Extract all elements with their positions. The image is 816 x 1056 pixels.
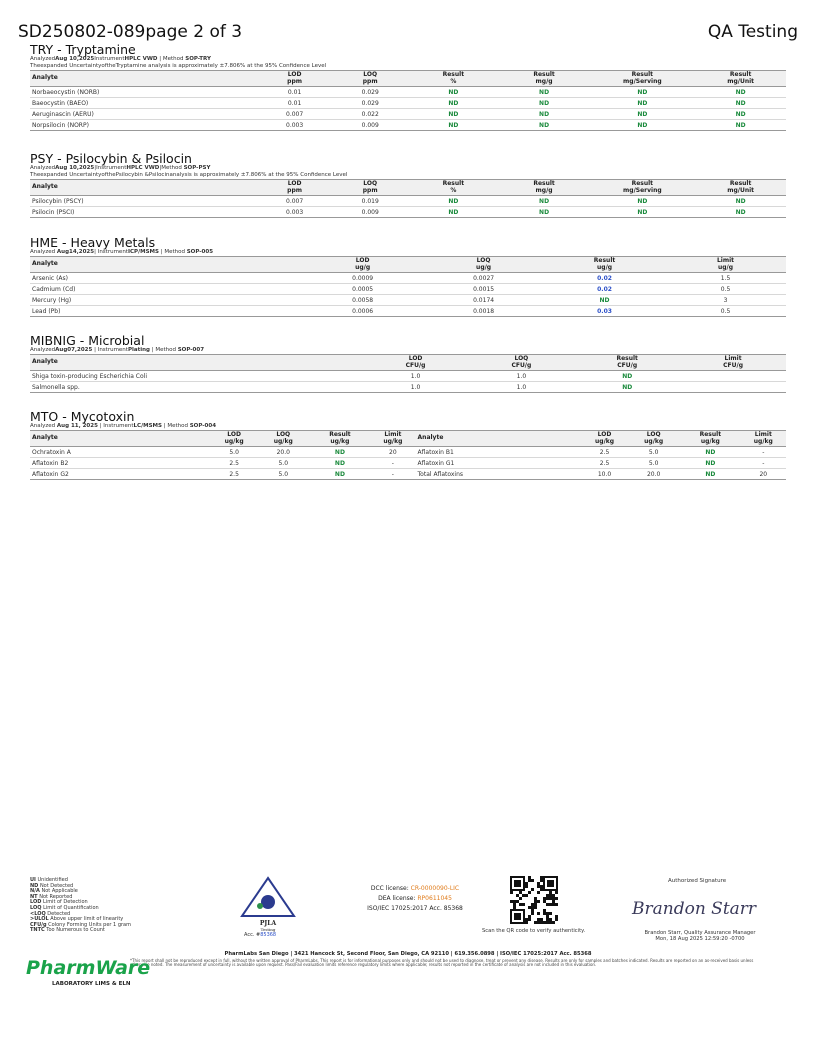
mycotoxin-table — [30, 430, 786, 480]
table-cell: 5.0 — [257, 458, 310, 469]
table-cell: ND — [310, 447, 370, 458]
table-cell: Psilocybin (PSCY) — [30, 196, 257, 207]
lab-name: QA Testing — [707, 22, 798, 42]
table-cell: ND — [589, 87, 695, 98]
table-cell: 3 — [665, 295, 786, 306]
table-cell: 5.0 — [257, 469, 310, 480]
column-header: LOD ug/kg — [224, 431, 244, 445]
table-header-row — [30, 431, 786, 447]
table-cell: 0.019 — [332, 196, 408, 207]
qr-caption: Scan the QR code to verify authenticity. — [482, 928, 586, 934]
table-cell: Mercury (Hg) — [30, 295, 302, 306]
table-row — [30, 447, 786, 458]
table-cell: ND — [499, 207, 590, 218]
table-cell: 20.0 — [257, 447, 310, 458]
legend-item: CFU/g Colony Forming Units per 1 gram — [30, 921, 131, 928]
table-cell: ND — [574, 371, 680, 382]
table-cell: ND — [589, 207, 695, 218]
table-cell: ND — [680, 469, 740, 480]
qr-code[interactable] — [510, 876, 558, 924]
column-header: Analyte — [32, 434, 58, 442]
logo-word: PharmWare — [26, 957, 151, 979]
table-cell: Arsenic (As) — [30, 273, 302, 284]
table-cell: ND — [544, 295, 665, 306]
column-header: Analyte — [32, 260, 58, 268]
table-cell: 2.5 — [582, 458, 627, 469]
table-cell: ND — [408, 87, 499, 98]
table-cell: 0.003 — [257, 207, 333, 218]
column-header: LOD ug/g — [355, 257, 371, 271]
legend-item: TNTC Too Numerous to Count — [30, 927, 105, 934]
table-cell: ND — [499, 98, 590, 109]
column-header: Limit CFU/g — [723, 355, 743, 369]
heavy-metals-section — [30, 236, 786, 317]
column-header: Result ug/kg — [699, 431, 722, 445]
table-cell: Aflatoxin B2 — [30, 458, 211, 469]
column-header: Result CFU/g — [616, 355, 638, 369]
lab-address: PharmLabs San Diego | 3421 Hancock St, Second Floor, San Diego, CA 92110 | 619.356.0898 | ISO/IEC 17025:2017 Acc. 85368 — [224, 951, 592, 957]
microbial-table — [30, 354, 786, 393]
table-cell: 0.007 — [257, 196, 333, 207]
table-cell: ND — [574, 382, 680, 393]
table-row — [30, 306, 786, 317]
logo-sub: LABORATORY LIMS & ELN — [52, 981, 131, 987]
column-header: Result mg/Serving — [623, 71, 662, 85]
table-cell: 0.0018 — [423, 306, 544, 317]
tryptamine-meta: AnalyzedAug 10,2025InstrumentHPLC VWD | Method SOP-TRY — [30, 56, 211, 62]
heavy-metals-table — [30, 256, 786, 317]
mycotoxin-title: MTO - Mycotoxin — [30, 409, 135, 424]
dcc-license: DCC license: CR-0000090-LIC — [370, 885, 460, 892]
column-header: Analyte — [32, 74, 58, 82]
table-cell: 1.0 — [468, 371, 574, 382]
table-cell: Aflatoxin G2 — [30, 469, 211, 480]
mycotoxin-meta: Analyzed Aug 11, 2025 | InstrumentLC/MSMS | Method SOP-004 — [30, 423, 217, 429]
table-cell: ND — [499, 87, 590, 98]
table-cell: ND — [310, 458, 370, 469]
table-cell: ND — [408, 120, 499, 131]
table-cell: 1.5 — [665, 273, 786, 284]
table-cell: Psilocin (PSCI) — [30, 207, 257, 218]
pjla-text: PJLA — [259, 920, 277, 927]
table-cell: ND — [680, 458, 740, 469]
legend-item: LOQ Limit of Quantification — [30, 904, 99, 911]
column-header: Result ug/kg — [329, 431, 351, 445]
table-cell: Shiga toxin-producing Escherichia Coli — [30, 371, 363, 382]
table-cell: 5.0 — [211, 447, 256, 458]
psilocybin-uncertainty: Theexpanded UncertaintyofthePsilocybin &Psilocinanalysis is approximately ±7.806% at the 95% Confidence Level — [30, 172, 348, 178]
table-cell: 20.0 — [627, 469, 680, 480]
table-cell: ND — [680, 447, 740, 458]
table-cell: 0.003 — [257, 120, 333, 131]
table-cell: ND — [499, 120, 590, 131]
signer-block — [630, 930, 770, 942]
table-cell: ND — [589, 109, 695, 120]
column-header: Limit ug/g — [716, 257, 735, 271]
microbial-title: MIBNIG - Microbial — [30, 333, 145, 348]
table-row — [30, 458, 786, 469]
table-cell: 0.0015 — [423, 284, 544, 295]
table-cell: Aeruginascin (AERU) — [30, 109, 257, 120]
table-cell — [680, 371, 786, 382]
table-cell: - — [741, 447, 786, 458]
heavy-metals-title: HME - Heavy Metals — [30, 235, 156, 250]
table-cell: 0.0006 — [302, 306, 423, 317]
column-header: Analyte — [32, 358, 58, 366]
table-cell: ND — [695, 109, 786, 120]
document-id: SD250802-089page 2 of 3 — [18, 22, 243, 42]
table-cell: 5.0 — [627, 447, 680, 458]
column-header: LOD CFU/g — [405, 355, 426, 369]
table-cell: Lead (Pb) — [30, 306, 302, 317]
column-header: LOQ ug/kg — [273, 431, 293, 445]
svg-text:Brandon Starr: Brandon Starr — [632, 899, 757, 919]
license-block — [360, 884, 470, 914]
tryptamine-title: TRY - Tryptamine — [30, 42, 136, 57]
table-cell: ND — [499, 196, 590, 207]
table-cell: 0.009 — [332, 120, 408, 131]
abbreviation-legend — [30, 878, 131, 934]
table-row — [30, 87, 786, 98]
table-cell: 0.029 — [332, 98, 408, 109]
table-row — [30, 469, 786, 480]
legend-item: <LOQ Detected — [30, 910, 71, 917]
microbial-section — [30, 334, 786, 393]
table-cell: 10.0 — [582, 469, 627, 480]
table-cell: ND — [499, 109, 590, 120]
table-row — [30, 207, 786, 218]
table-cell: 5.0 — [627, 458, 680, 469]
table-header-row — [30, 180, 786, 196]
legend-item: >ULOL Above upper limit of linearity — [30, 916, 124, 923]
column-header: LOQ ppm — [362, 71, 378, 85]
column-header: Result ug/g — [593, 257, 616, 271]
column-header: LOQ CFU/g — [511, 355, 532, 369]
column-header: Analyte — [417, 434, 444, 442]
psilocybin-section — [30, 152, 786, 218]
psilocybin-title: PSY - Psilocybin & Psilocin — [30, 151, 192, 166]
column-header: LOD ug/kg — [595, 431, 615, 445]
column-header: LOQ ug/kg — [644, 431, 664, 445]
table-cell: 0.0174 — [423, 295, 544, 306]
table-cell: ND — [695, 196, 786, 207]
table-cell: ND — [408, 196, 499, 207]
table-cell: 0.5 — [665, 306, 786, 317]
table-header-row — [30, 257, 786, 273]
table-cell: 0.0009 — [302, 273, 423, 284]
tryptamine-table — [30, 70, 786, 131]
table-cell: 0.02 — [544, 284, 665, 295]
table-cell: 2.5 — [211, 458, 256, 469]
table-cell: 20 — [741, 469, 786, 480]
mycotoxin-section — [30, 410, 786, 480]
pharmware-logo — [24, 952, 151, 990]
page-header — [18, 22, 798, 44]
table-cell: 1.0 — [363, 371, 469, 382]
table-cell: 0.007 — [257, 109, 333, 120]
psilocybin-table — [30, 179, 786, 218]
table-cell: 0.03 — [544, 306, 665, 317]
heavy-metals-meta: Analyzed Aug14,2025| InstrumentICP/MSMS | Method SOP-005 — [30, 249, 214, 255]
legend-item: NT Not Reported — [30, 893, 73, 900]
column-header: Result % — [442, 71, 465, 85]
table-cell: ND — [695, 98, 786, 109]
table-cell: ND — [408, 207, 499, 218]
table-cell: 1.0 — [363, 382, 469, 393]
table-cell: ND — [695, 207, 786, 218]
table-cell: Baeocystin (BAEO) — [30, 98, 257, 109]
page-footer — [0, 870, 816, 1056]
column-header: LOQ ug/g — [476, 257, 492, 271]
table-cell: ND — [589, 98, 695, 109]
table-cell: 0.01 — [257, 98, 333, 109]
microbial-meta: AnalyzedAug07,2025 | InstrumentPlating | Method SOP-007 — [30, 347, 205, 353]
iso-accreditation: ISO/IEC 17025:2017 Acc. 85368 — [367, 905, 463, 912]
column-header: Limit ug/kg — [383, 431, 403, 445]
table-cell: Total Aflatoxins — [416, 469, 582, 480]
table-cell: ND — [310, 469, 370, 480]
table-cell: 0.0027 — [423, 273, 544, 284]
table-row — [30, 196, 786, 207]
pjla-accreditation-logo — [238, 876, 298, 932]
table-cell: Cadmium (Cd) — [30, 284, 302, 295]
psilocybin-meta: AnalyzedAug 10,2025|InstrumentHPLC VWD|Method SOP-PSY — [30, 165, 211, 171]
table-cell: 0.01 — [257, 87, 333, 98]
table-cell: - — [370, 469, 415, 480]
table-row — [30, 273, 786, 284]
table-cell: Ochratoxin A — [30, 447, 211, 458]
table-cell: 1.0 — [468, 382, 574, 393]
table-cell: 0.5 — [665, 284, 786, 295]
table-header-row — [30, 355, 786, 371]
table-cell: 2.5 — [211, 469, 256, 480]
column-header: LOD ppm — [287, 180, 303, 194]
table-cell: 0.02 — [544, 273, 665, 284]
legend-item: LOD Limit of Detection — [30, 899, 88, 906]
table-cell: Salmonella spp. — [30, 382, 363, 393]
table-cell: Aflatoxin B1 — [416, 447, 582, 458]
table-cell: ND — [589, 120, 695, 131]
authorized-signature-label: Authorized Signature — [668, 878, 727, 884]
legend-item: UI Unidentified — [30, 877, 68, 883]
table-cell: ND — [695, 87, 786, 98]
table-cell: 0.0058 — [302, 295, 423, 306]
table-cell: 0.0005 — [302, 284, 423, 295]
table-row — [30, 98, 786, 109]
table-row — [30, 371, 786, 382]
table-cell: Norbaeocystin (NORB) — [30, 87, 257, 98]
column-header: Result % — [442, 180, 465, 194]
column-header: Result mg/g — [533, 71, 555, 85]
table-cell: 0.022 — [332, 109, 408, 120]
pjla-sub: Testing — [260, 927, 276, 932]
dea-license: DEA license: RP0611045 — [378, 895, 452, 902]
table-cell: 2.5 — [582, 447, 627, 458]
table-row — [30, 295, 786, 306]
column-header: Result mg/g — [533, 180, 555, 194]
table-cell: Norpsilocin (NORP) — [30, 120, 257, 131]
tryptamine-section — [30, 43, 786, 131]
table-cell: - — [741, 458, 786, 469]
tryptamine-uncertainty: Theexpanded UncertaintyoftheTryptamine analysis is approximately ±7.806% at the 95% Confidence Level — [30, 63, 327, 69]
table-cell: 0.009 — [332, 207, 408, 218]
column-header: LOQ ppm — [362, 180, 378, 194]
table-cell: ND — [408, 98, 499, 109]
table-cell: ND — [408, 109, 499, 120]
column-header: Result mg/Unit — [727, 71, 755, 85]
legend-item: ND Not Detected — [30, 882, 74, 889]
table-header-row — [30, 71, 786, 87]
signed-date: Mon, 18 Aug 2025 12:59:20 -0700 — [655, 936, 745, 942]
table-cell: ND — [589, 196, 695, 207]
column-header: Analyte — [32, 183, 58, 191]
table-row — [30, 382, 786, 393]
legend-item: N/A Not Applicable — [30, 888, 78, 895]
column-header: Result mg/Unit — [727, 180, 755, 194]
table-cell: - — [370, 458, 415, 469]
column-header: Result mg/Serving — [623, 180, 662, 194]
disclaimer: *This report shall not be reproduced except in full, without the written approval of PharmLabs. This report is for informational purposes only and should not be used to diagnose, treat or prevent any disease. Results are only for samples and batches indicated. Results are reported on an as-received basis unless otherwise noted. The measurement of uncertainty is available upon request. Pass/Fail evaluation limits reference regulatory limits where applicable; results not reported in the certificate of analysis are not included in this evaluation. — [130, 958, 754, 968]
table-cell: ND — [695, 120, 786, 131]
handwritten-signature — [628, 892, 768, 920]
table-row — [30, 284, 786, 295]
table-row — [30, 109, 786, 120]
table-cell: 20 — [370, 447, 415, 458]
pjla-acc: Acc. #85368 — [244, 932, 277, 938]
column-header: Limit ug/kg — [753, 431, 773, 445]
table-row — [30, 120, 786, 131]
table-cell: Aflatoxin G1 — [416, 458, 582, 469]
table-cell — [680, 382, 786, 393]
table-cell: 0.029 — [332, 87, 408, 98]
column-header: LOD ppm — [287, 71, 303, 85]
signer-name: Brandon Starr, Quality Assurance Manager — [644, 930, 756, 936]
